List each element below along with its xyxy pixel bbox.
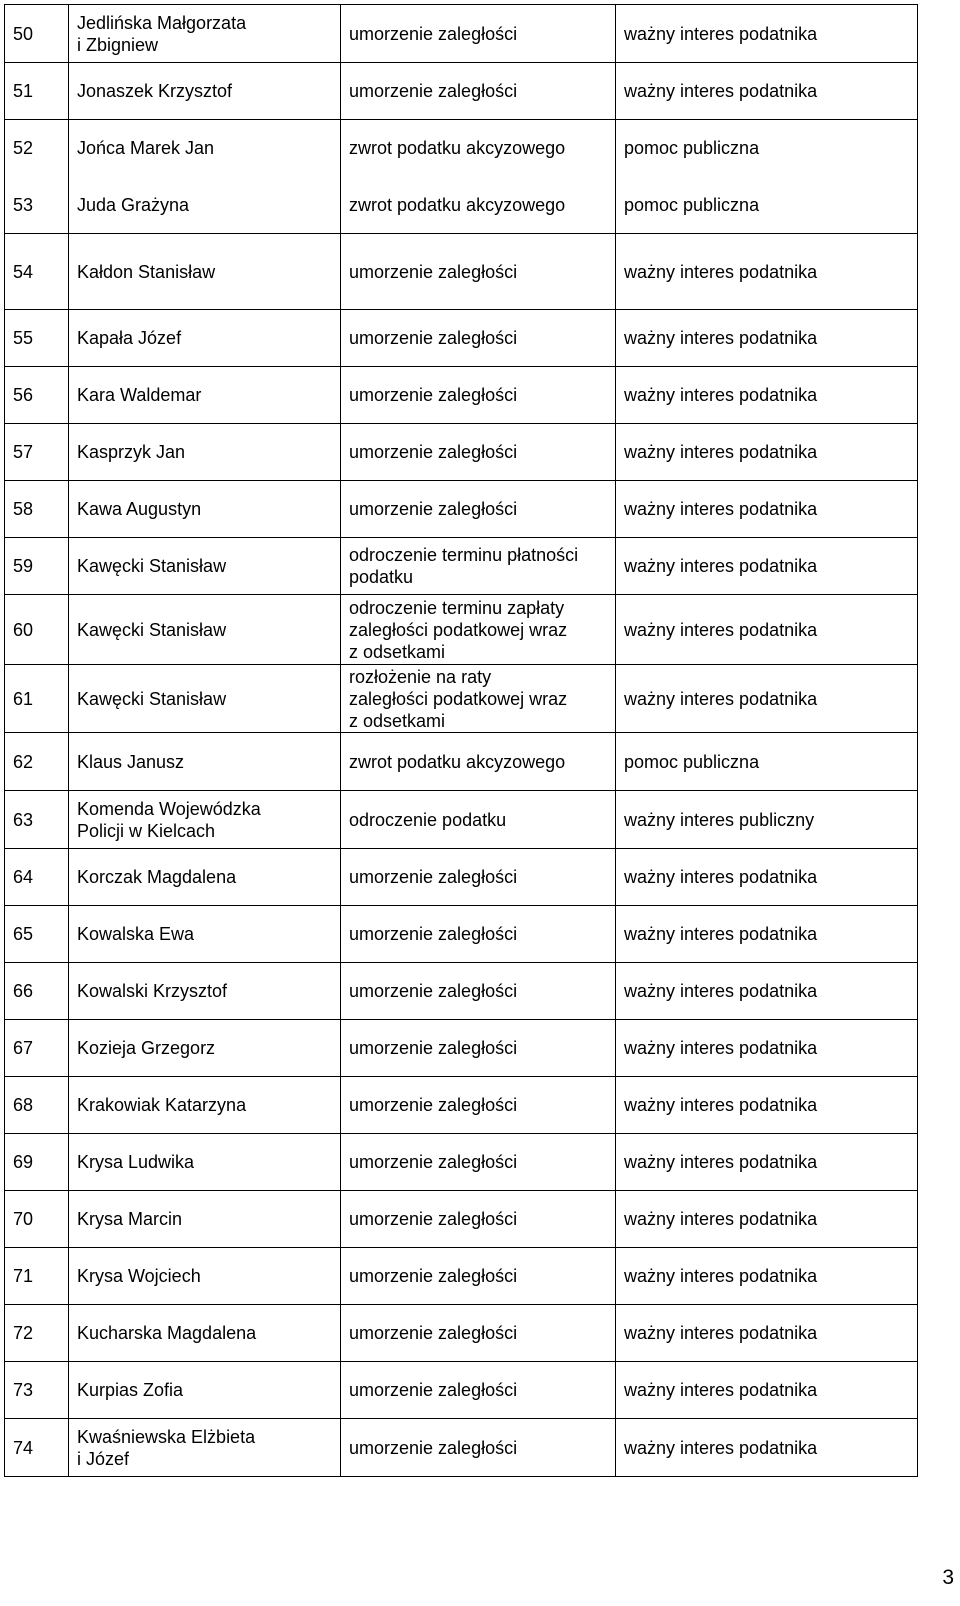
legal-basis: ważny interes podatnika <box>616 963 918 1020</box>
table-row <box>5 906 918 963</box>
row-number: 74 <box>5 1419 69 1477</box>
taxpayer-name: Krysa Wojciech <box>69 1248 341 1305</box>
relief-form: umorzenie zaległości <box>341 906 616 963</box>
page-number: 3 <box>942 1566 954 1589</box>
relief-form: odroczenie terminu zapłaty zaległości podatkowej wraz z odsetkami <box>341 595 616 665</box>
row-number: 60 <box>5 595 69 665</box>
legal-basis: ważny interes podatnika <box>616 1362 918 1419</box>
legal-basis: ważny interes podatnika <box>616 63 918 120</box>
taxpayer-name: Kozieja Grzegorz <box>69 1020 341 1077</box>
table-row <box>5 1191 918 1248</box>
legal-basis: ważny interes podatnika <box>616 1077 918 1134</box>
table-row <box>5 1305 918 1362</box>
taxpayer-name: Klaus Janusz <box>69 733 341 791</box>
table-row <box>5 1020 918 1077</box>
legal-basis: ważny interes podatnika <box>616 1191 918 1248</box>
relief-form: odroczenie terminu płatności podatku <box>341 538 616 595</box>
table-row <box>5 733 918 791</box>
relief-form: umorzenie zaległości <box>341 849 616 906</box>
relief-form: umorzenie zaległości <box>341 1305 616 1362</box>
relief-form: umorzenie zaległości <box>341 1248 616 1305</box>
taxpayer-name: Komenda Wojewódzka Policji w Kielcach <box>69 791 341 849</box>
relief-form: umorzenie zaległości <box>341 310 616 367</box>
table-row <box>5 367 918 424</box>
taxpayer-name: Kowalski Krzysztof <box>69 963 341 1020</box>
taxpayer-name: Jedlińska Małgorzata i Zbigniew <box>69 5 341 63</box>
legal-basis: ważny interes podatnika <box>616 665 918 733</box>
taxpayer-name: Kurpias Zofia <box>69 1362 341 1419</box>
relief-form: umorzenie zaległości <box>341 1134 616 1191</box>
register-table-body <box>5 5 918 1477</box>
relief-form: zwrot podatku akcyzowego <box>341 120 616 177</box>
legal-basis: ważny interes podatnika <box>616 595 918 665</box>
taxpayer-name: Kałdon Stanisław <box>69 234 341 310</box>
row-number: 50 <box>5 5 69 63</box>
taxpayer-name: Kwaśniewska Elżbieta i Józef <box>69 1419 341 1477</box>
relief-form: umorzenie zaległości <box>341 5 616 63</box>
taxpayer-name: Juda Grażyna <box>69 177 341 234</box>
taxpayer-name: Krysa Ludwika <box>69 1134 341 1191</box>
table-row <box>5 538 918 595</box>
row-number: 69 <box>5 1134 69 1191</box>
row-number: 66 <box>5 963 69 1020</box>
relief-form: umorzenie zaległości <box>341 234 616 310</box>
legal-basis: pomoc publiczna <box>616 733 918 791</box>
taxpayer-name: Kowalska Ewa <box>69 906 341 963</box>
table-row <box>5 120 918 177</box>
legal-basis: ważny interes publiczny <box>616 791 918 849</box>
legal-basis: ważny interes podatnika <box>616 481 918 538</box>
table-row <box>5 234 918 310</box>
table-row <box>5 1362 918 1419</box>
taxpayer-name: Kapała Józef <box>69 310 341 367</box>
row-number: 57 <box>5 424 69 481</box>
legal-basis: pomoc publiczna <box>616 177 918 234</box>
taxpayer-name: Jonaszek Krzysztof <box>69 63 341 120</box>
table-row <box>5 481 918 538</box>
row-number: 73 <box>5 1362 69 1419</box>
taxpayer-name: Kawa Augustyn <box>69 481 341 538</box>
table-row <box>5 791 918 849</box>
legal-basis: ważny interes podatnika <box>616 1134 918 1191</box>
legal-basis: ważny interes podatnika <box>616 538 918 595</box>
taxpayer-name: Kara Waldemar <box>69 367 341 424</box>
taxpayer-name: Korczak Magdalena <box>69 849 341 906</box>
taxpayer-name: Krakowiak Katarzyna <box>69 1077 341 1134</box>
relief-form: umorzenie zaległości <box>341 1419 616 1477</box>
row-number: 53 <box>5 177 69 234</box>
taxpayer-name: Kawęcki Stanisław <box>69 665 341 733</box>
legal-basis: ważny interes podatnika <box>616 367 918 424</box>
row-number: 70 <box>5 1191 69 1248</box>
row-number: 64 <box>5 849 69 906</box>
taxpayer-name: Krysa Marcin <box>69 1191 341 1248</box>
table-row <box>5 177 918 234</box>
table-row <box>5 5 918 63</box>
table-row <box>5 963 918 1020</box>
row-number: 58 <box>5 481 69 538</box>
relief-form: rozłożenie na raty zaległości podatkowej wraz z odsetkami <box>341 665 616 733</box>
row-number: 63 <box>5 791 69 849</box>
legal-basis: ważny interes podatnika <box>616 906 918 963</box>
table-row <box>5 1248 918 1305</box>
relief-form: umorzenie zaległości <box>341 1191 616 1248</box>
row-number: 72 <box>5 1305 69 1362</box>
relief-form: odroczenie podatku <box>341 791 616 849</box>
table-row <box>5 665 918 733</box>
row-number: 65 <box>5 906 69 963</box>
table-row <box>5 1134 918 1191</box>
row-number: 51 <box>5 63 69 120</box>
taxpayer-name: Kawęcki Stanisław <box>69 595 341 665</box>
table-row <box>5 595 918 665</box>
relief-form: umorzenie zaległości <box>341 424 616 481</box>
relief-form: zwrot podatku akcyzowego <box>341 177 616 234</box>
row-number: 68 <box>5 1077 69 1134</box>
table-row <box>5 1077 918 1134</box>
relief-form: umorzenie zaległości <box>341 63 616 120</box>
relief-form: umorzenie zaległości <box>341 1362 616 1419</box>
legal-basis: ważny interes podatnika <box>616 849 918 906</box>
register-table <box>4 4 918 1477</box>
row-number: 59 <box>5 538 69 595</box>
relief-form: umorzenie zaległości <box>341 367 616 424</box>
table-row <box>5 310 918 367</box>
table-row <box>5 1419 918 1477</box>
legal-basis: ważny interes podatnika <box>616 5 918 63</box>
row-number: 62 <box>5 733 69 791</box>
legal-basis: ważny interes podatnika <box>616 1419 918 1477</box>
relief-form: zwrot podatku akcyzowego <box>341 733 616 791</box>
legal-basis: ważny interes podatnika <box>616 1020 918 1077</box>
taxpayer-name: Kasprzyk Jan <box>69 424 341 481</box>
legal-basis: ważny interes podatnika <box>616 234 918 310</box>
table-row <box>5 849 918 906</box>
taxpayer-name: Kawęcki Stanisław <box>69 538 341 595</box>
row-number: 55 <box>5 310 69 367</box>
taxpayer-name: Jońca Marek Jan <box>69 120 341 177</box>
relief-form: umorzenie zaległości <box>341 1020 616 1077</box>
relief-form: umorzenie zaległości <box>341 481 616 538</box>
row-number: 71 <box>5 1248 69 1305</box>
row-number: 54 <box>5 234 69 310</box>
legal-basis: pomoc publiczna <box>616 120 918 177</box>
row-number: 61 <box>5 665 69 733</box>
row-number: 67 <box>5 1020 69 1077</box>
relief-form: umorzenie zaległości <box>341 963 616 1020</box>
relief-form: umorzenie zaległości <box>341 1077 616 1134</box>
legal-basis: ważny interes podatnika <box>616 1248 918 1305</box>
legal-basis: ważny interes podatnika <box>616 1305 918 1362</box>
legal-basis: ważny interes podatnika <box>616 310 918 367</box>
taxpayer-name: Kucharska Magdalena <box>69 1305 341 1362</box>
row-number: 56 <box>5 367 69 424</box>
row-number: 52 <box>5 120 69 177</box>
table-row <box>5 63 918 120</box>
table-row <box>5 424 918 481</box>
legal-basis: ważny interes podatnika <box>616 424 918 481</box>
